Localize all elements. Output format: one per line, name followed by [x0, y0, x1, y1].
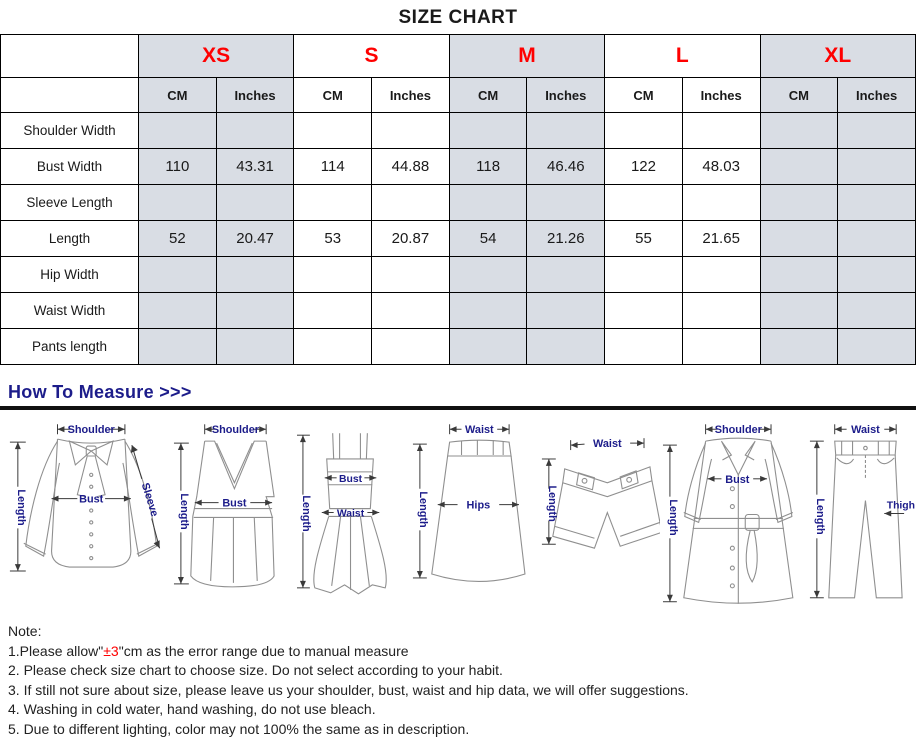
table-row [1, 293, 916, 329]
size-header-s: S [294, 35, 449, 78]
how-to-measure-heading: How To Measure >>> [8, 382, 192, 402]
notes-section [0, 612, 916, 739]
table-row [1, 221, 916, 257]
measure-label-shoulder: Shoulder [67, 424, 115, 437]
size-value-cell [838, 221, 916, 257]
unit-inches: Inches [838, 78, 916, 113]
measure-label-shoulder: Shoulder [211, 424, 259, 437]
measure-label-length: Length [417, 491, 430, 528]
size-value-cell [216, 257, 294, 293]
size-value-cell: 54 [449, 221, 527, 257]
size-value-cell [372, 329, 450, 365]
measure-label-thigh: Thigh [886, 500, 916, 512]
size-value-cell [760, 149, 838, 185]
measure-label-length: Length [14, 489, 27, 526]
size-value-cell [682, 113, 760, 149]
size-table-body [1, 113, 916, 365]
note-line-4: 4. Washing in cold water, hand washing, do not use bleach. [8, 701, 376, 717]
figure-shorts [531, 416, 660, 612]
figure-dress [295, 416, 406, 612]
size-value-cell: 46.46 [527, 149, 605, 185]
size-value-cell [449, 329, 527, 365]
size-value-cell [760, 257, 838, 293]
size-value-cell [139, 257, 217, 293]
note-line-2: 2. Please check size chart to choose size. Do not select according to your habit. [8, 662, 503, 678]
size-value-cell [838, 257, 916, 293]
corner-cell [1, 78, 139, 113]
size-value-cell: 43.31 [216, 149, 294, 185]
size-value-cell [216, 329, 294, 365]
note-line-5: 5. Due to different lighting, color may not 100% the same as in description. [8, 720, 470, 737]
measure-label-bust: Bust [79, 493, 104, 506]
size-value-cell [216, 113, 294, 149]
tolerance-value: ±3 [103, 642, 119, 659]
unit-cm: CM [139, 78, 217, 113]
measure-label-waist: Waist [465, 424, 495, 437]
size-value-cell [527, 293, 605, 329]
page-title: SIZE CHART [398, 7, 518, 28]
size-value-cell [139, 113, 217, 149]
measure-label-waist: Waist [851, 424, 880, 437]
size-value-cell [838, 293, 916, 329]
table-row [1, 185, 916, 221]
size-value-cell [294, 257, 372, 293]
size-value-cell [449, 185, 527, 221]
figure-tank-top [169, 416, 296, 612]
divider-rule [0, 406, 916, 410]
size-value-cell [372, 257, 450, 293]
row-label: Shoulder Width [1, 113, 139, 149]
size-value-cell [294, 185, 372, 221]
measure-label-waist: Waist [337, 508, 365, 520]
measure-label-length: Length [177, 493, 190, 530]
size-value-cell [294, 113, 372, 149]
size-value-cell: 53 [294, 221, 372, 257]
unit-cm: CM [294, 78, 372, 113]
unit-inches: Inches [682, 78, 760, 113]
table-row [1, 257, 916, 293]
size-value-cell [605, 293, 683, 329]
size-value-cell [372, 185, 450, 221]
unit-cm: CM [449, 78, 527, 113]
unit-cm: CM [760, 78, 838, 113]
size-value-cell: 114 [294, 149, 372, 185]
size-value-cell [605, 185, 683, 221]
size-header-l: L [605, 35, 760, 78]
size-value-cell [838, 113, 916, 149]
measure-label-length: Length [300, 495, 313, 532]
table-row [1, 149, 916, 185]
size-value-cell [838, 185, 916, 221]
size-value-cell: 118 [449, 149, 527, 185]
size-value-cell [605, 257, 683, 293]
unit-inches: Inches [372, 78, 450, 113]
table-row [1, 113, 916, 149]
size-value-cell [527, 185, 605, 221]
size-value-cell [760, 185, 838, 221]
measure-label-bust: Bust [339, 473, 363, 485]
size-value-cell: 110 [139, 149, 217, 185]
size-value-cell [605, 113, 683, 149]
size-value-cell [527, 113, 605, 149]
figure-pants [801, 416, 916, 612]
size-value-cell: 122 [605, 149, 683, 185]
table-row [1, 329, 916, 365]
size-value-cell [216, 293, 294, 329]
size-value-cell [682, 185, 760, 221]
size-value-cell [760, 293, 838, 329]
measure-label-waist: Waist [593, 438, 623, 451]
size-value-cell [372, 293, 450, 329]
size-value-cell: 20.87 [372, 221, 450, 257]
size-header-row [1, 35, 916, 78]
measure-label-bust: Bust [221, 497, 247, 510]
row-label: Pants length [1, 329, 139, 365]
measure-label-length: Length [813, 498, 826, 535]
size-chart-table [0, 34, 916, 365]
size-value-cell: 44.88 [372, 149, 450, 185]
size-value-cell [682, 257, 760, 293]
size-value-cell [682, 293, 760, 329]
size-header-xl: XL [760, 35, 916, 78]
measure-label-length: Length [546, 485, 559, 522]
figure-skirt [406, 416, 531, 612]
size-value-cell: 21.65 [682, 221, 760, 257]
size-value-cell [449, 293, 527, 329]
size-value-cell [760, 113, 838, 149]
unit-inches: Inches [216, 78, 294, 113]
size-value-cell: 52 [139, 221, 217, 257]
size-header-m: M [449, 35, 604, 78]
size-value-cell [294, 329, 372, 365]
size-value-cell: 55 [605, 221, 683, 257]
measure-label-bust: Bust [725, 473, 750, 486]
size-value-cell [760, 329, 838, 365]
measure-label-length: Length [667, 499, 680, 536]
size-value-cell [449, 113, 527, 149]
unit-inches: Inches [527, 78, 605, 113]
size-value-cell [294, 293, 372, 329]
size-value-cell [449, 257, 527, 293]
unit-cm: CM [605, 78, 683, 113]
size-value-cell [838, 149, 916, 185]
size-value-cell [372, 113, 450, 149]
size-value-cell: 21.26 [527, 221, 605, 257]
size-header-xs: XS [139, 35, 294, 78]
size-value-cell [527, 329, 605, 365]
size-value-cell: 48.03 [682, 149, 760, 185]
size-value-cell [527, 257, 605, 293]
figure-blouse [0, 416, 169, 612]
row-label: Waist Width [1, 293, 139, 329]
note-line-3: 3. If still not sure about size, please leave us your shoulder, bust, waist and hip data, we will offer suggestions. [8, 681, 689, 698]
measure-label-hips: Hips [467, 499, 491, 512]
row-label: Bust Width [1, 149, 139, 185]
row-label: Length [1, 221, 139, 257]
corner-cell [1, 35, 139, 78]
row-label: Hip Width [1, 257, 139, 293]
row-label: Sleeve Length [1, 185, 139, 221]
size-value-cell [605, 329, 683, 365]
note-line-1: 1.Please allow"±3"cm as the error range due to manual measure [8, 642, 409, 659]
size-value-cell: 20.47 [216, 221, 294, 257]
notes-heading: Note: [8, 623, 42, 639]
measure-label-shoulder: Shoulder [714, 424, 763, 437]
size-value-cell [139, 185, 217, 221]
how-to-measure-figures [0, 416, 916, 612]
size-value-cell [139, 329, 217, 365]
size-value-cell [216, 185, 294, 221]
measure-label-sleeve: Sleeve [138, 481, 161, 519]
size-value-cell [838, 329, 916, 365]
unit-header-row [1, 78, 916, 113]
size-value-cell [760, 221, 838, 257]
figure-coat [660, 416, 801, 612]
size-value-cell [682, 329, 760, 365]
size-value-cell [139, 293, 217, 329]
